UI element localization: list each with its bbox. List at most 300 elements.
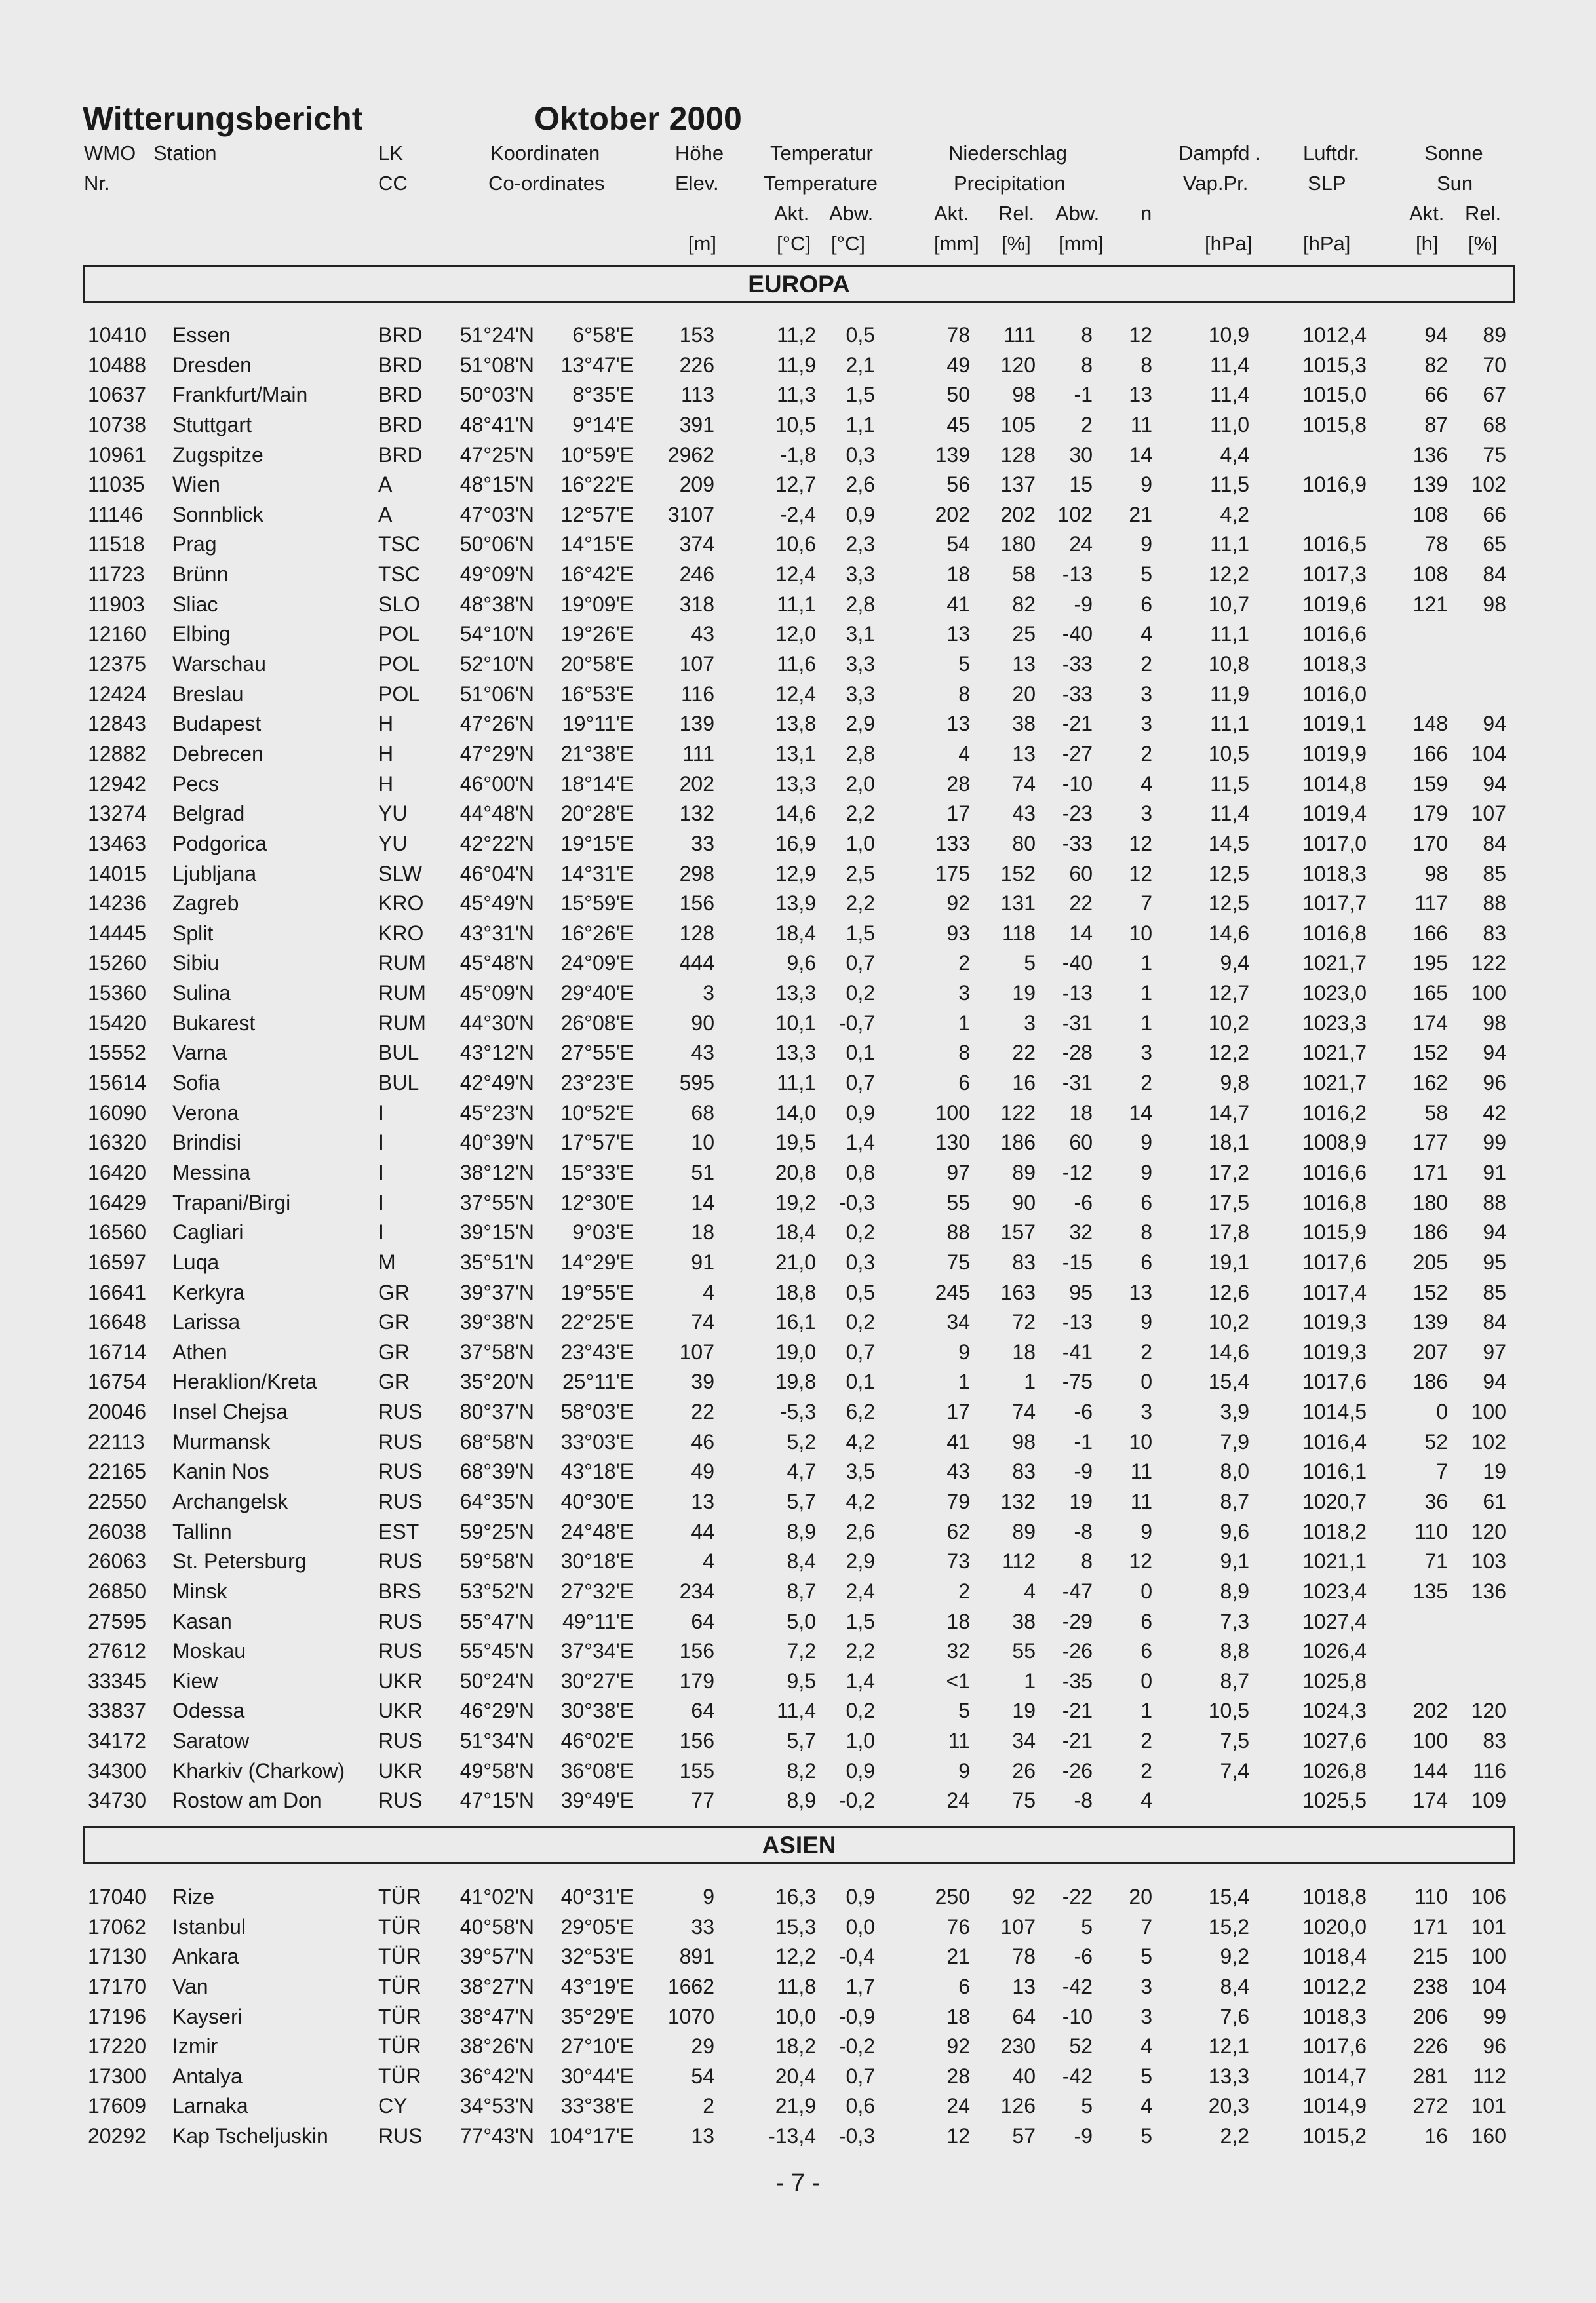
cell-sea-level-press: 1017,0 (1302, 831, 1367, 855)
cell-vapour-pressure: 14,5 (1208, 831, 1249, 855)
cell-country-code: POL (378, 682, 421, 706)
cell-prec-days: 9 (1140, 1160, 1152, 1184)
cell-sun-rel: 120 (1471, 1699, 1506, 1723)
cell-prec-abw: -13 (1062, 1310, 1093, 1334)
cell-sun-rel: 68 (1483, 412, 1506, 436)
cell-station-name: Elbing (172, 622, 231, 646)
cell-prec-abw: -28 (1062, 1041, 1093, 1065)
cell-sun-rel: 96 (1483, 1071, 1506, 1095)
cell-temp-akt: 7,2 (787, 1639, 816, 1663)
cell-temp-abw: 6,2 (846, 1400, 875, 1424)
cell-sun-rel: 42 (1483, 1100, 1506, 1125)
cell-prec-days: 5 (1140, 2064, 1152, 2088)
cell-vapour-pressure: 13,3 (1208, 2064, 1249, 2088)
cell-longitude: 14°29'E (560, 1250, 634, 1274)
cell-sun-hours: 179 (1412, 802, 1448, 826)
cell-sun-rel: 94 (1483, 771, 1506, 796)
cell-temp-abw: 2,0 (846, 771, 875, 796)
cell-sea-level-press: 1019,6 (1302, 592, 1367, 616)
table-row (0, 2032, 1596, 2062)
cell-longitude: 35°29'E (560, 2004, 634, 2028)
cell-longitude: 29°05'E (560, 1914, 634, 1939)
cell-prec-days: 8 (1140, 353, 1152, 377)
cell-prec-rel: 72 (1012, 1310, 1036, 1334)
cell-temp-akt: 8,9 (787, 1789, 816, 1813)
cell-latitude: 35°51'N (459, 1250, 534, 1274)
cell-prec-akt: 250 (935, 1885, 970, 1908)
cell-sun-hours: 58 (1424, 1100, 1448, 1125)
table-row (0, 948, 1596, 978)
cell-prec-days: 7 (1140, 1914, 1152, 1939)
cell-vapour-pressure: 11,4 (1210, 353, 1249, 377)
table-row (0, 1882, 1596, 1912)
cell-station-name: Luqa (172, 1250, 220, 1274)
cell-sun-rel: 85 (1483, 861, 1506, 885)
cell-station-name: Tallinn (172, 1519, 232, 1543)
cell-wmo-nr: 34300 (88, 1758, 146, 1783)
cell-latitude: 36°42'N (459, 2064, 534, 2088)
cell-country-code: POL (378, 622, 421, 646)
cell-sea-level-press: 1018,8 (1302, 1885, 1367, 1908)
cell-vapour-pressure: 12,7 (1208, 981, 1249, 1005)
cell-wmo-nr: 11903 (88, 592, 145, 616)
cell-sun-hours: 117 (1414, 891, 1448, 916)
cell-prec-abw: 60 (1069, 1131, 1093, 1155)
cell-temp-akt: 10,1 (775, 1011, 816, 1035)
cell-prec-rel: 90 (1012, 1190, 1036, 1214)
cell-prec-akt: 21 (946, 1945, 970, 1969)
cell-country-code: A (378, 473, 393, 497)
cell-wmo-nr: 34730 (88, 1789, 146, 1813)
cell-prec-rel: 13 (1012, 652, 1036, 676)
cell-prec-akt: 45 (946, 412, 970, 436)
cell-temp-abw: 3,3 (846, 682, 875, 706)
cell-country-code: TÜR (378, 2004, 421, 2028)
cell-station-name: Kap Tscheljuskin (172, 2124, 328, 2148)
cell-sea-level-press: 1015,3 (1302, 353, 1367, 377)
hdr-prec-abw: Abw. (1055, 202, 1100, 225)
cell-prec-rel: 20 (1012, 682, 1036, 706)
cell-sun-hours: 7 (1436, 1460, 1448, 1484)
cell-temp-akt: 12,2 (775, 1945, 816, 1969)
cell-prec-days: 3 (1140, 1974, 1152, 1998)
cell-prec-rel: 19 (1012, 1699, 1036, 1723)
cell-prec-akt: 55 (946, 1190, 970, 1214)
cell-sea-level-press: 1014,9 (1302, 2094, 1367, 2118)
cell-sun-hours: 186 (1412, 1220, 1448, 1245)
cell-prec-days: 8 (1140, 1220, 1152, 1245)
cell-sun-hours: 170 (1412, 831, 1448, 855)
cell-elevation: 68 (691, 1100, 714, 1125)
cell-wmo-nr: 17170 (88, 1974, 146, 1998)
cell-prec-rel: 55 (1012, 1639, 1036, 1663)
cell-prec-akt: 79 (946, 1489, 970, 1513)
hdr-coordinates: Co-ordinates (488, 172, 605, 195)
cell-sun-hours: 195 (1412, 951, 1448, 975)
cell-longitude: 104°17'E (549, 2124, 634, 2148)
cell-prec-akt: 41 (946, 592, 970, 616)
cell-vapour-pressure: 9,4 (1220, 951, 1249, 975)
cell-prec-days: 6 (1140, 1609, 1152, 1633)
cell-longitude: 12°57'E (560, 502, 634, 526)
cell-sea-level-press: 1021,1 (1302, 1549, 1367, 1574)
cell-prec-days: 14 (1129, 1100, 1152, 1125)
cell-country-code: RUS (378, 1789, 423, 1813)
table-row (0, 560, 1596, 590)
cell-station-name: Pecs (172, 771, 220, 796)
cell-wmo-nr: 15614 (88, 1071, 146, 1095)
cell-vapour-pressure: 14,6 (1208, 921, 1249, 945)
cell-vapour-pressure: 17,5 (1208, 1190, 1249, 1214)
cell-station-name: Frankfurt/Main (172, 383, 308, 407)
cell-elevation: 111 (682, 741, 714, 765)
cell-temp-akt: -5,3 (779, 1400, 816, 1424)
cell-station-name: Antalya (172, 2064, 243, 2088)
table-row (0, 1427, 1596, 1458)
cell-longitude: 17°57'E (560, 1131, 634, 1155)
cell-prec-rel: 64 (1012, 2004, 1036, 2028)
report-month: Oktober 2000 (534, 100, 742, 137)
cell-prec-akt: 3 (958, 981, 970, 1005)
cell-sea-level-press: 1027,6 (1302, 1729, 1367, 1753)
cell-sun-rel: 83 (1483, 1729, 1506, 1753)
cell-country-code: BUL (378, 1071, 419, 1095)
cell-country-code: UKR (378, 1669, 423, 1693)
cell-vapour-pressure: 2,2 (1220, 2124, 1249, 2148)
cell-country-code: YU (378, 831, 408, 855)
cell-wmo-nr: 11146 (88, 502, 144, 526)
cell-temp-abw: 0,5 (846, 1280, 875, 1304)
cell-temp-akt: 12,7 (775, 473, 816, 497)
table-row (0, 1128, 1596, 1158)
cell-elevation: 116 (680, 682, 714, 706)
cell-longitude: 19°11'E (562, 712, 634, 736)
cell-prec-days: 4 (1140, 2094, 1152, 2118)
cell-vapour-pressure: 12,1 (1208, 2034, 1249, 2059)
cell-longitude: 13°47'E (560, 353, 634, 377)
cell-country-code: RUM (378, 1011, 426, 1035)
cell-prec-rel: 112 (1002, 1549, 1036, 1574)
cell-prec-akt: 12 (946, 2124, 970, 2148)
cell-prec-abw: 15 (1069, 473, 1093, 497)
hdr-luftdruck: Luftdr. (1303, 142, 1360, 164)
cell-prec-days: 12 (1129, 1549, 1152, 1574)
cell-prec-akt: 62 (946, 1519, 970, 1543)
cell-temp-abw: 0,7 (846, 1071, 875, 1095)
section-title: EUROPA (748, 271, 850, 298)
cell-wmo-nr: 12375 (88, 652, 146, 676)
cell-station-name: Cagliari (172, 1220, 244, 1245)
cell-temp-abw: 0,9 (846, 1885, 875, 1908)
cell-wmo-nr: 10637 (88, 383, 146, 407)
cell-prec-akt: 1 (958, 1011, 970, 1035)
cell-temp-abw: 0,1 (846, 1370, 875, 1394)
cell-latitude: 43°31'N (459, 921, 534, 945)
table-row (0, 500, 1596, 530)
table-row (0, 440, 1596, 471)
hdr-temperature: Temperature (764, 172, 878, 195)
cell-prec-rel: 186 (1000, 1131, 1036, 1155)
cell-temp-abw: 2,8 (846, 741, 875, 765)
cell-sea-level-press: 1015,9 (1302, 1220, 1367, 1245)
cell-temp-akt: 12,4 (775, 562, 816, 587)
cell-longitude: 14°31'E (560, 861, 634, 885)
cell-country-code: RUS (378, 1549, 423, 1574)
cell-vapour-pressure: 10,8 (1208, 652, 1249, 676)
cell-sun-hours: 215 (1412, 1945, 1448, 1969)
cell-country-code: I (378, 1220, 384, 1245)
cell-prec-akt: 9 (958, 1340, 970, 1364)
cell-sun-rel: 106 (1471, 1885, 1506, 1908)
table-row (0, 1248, 1596, 1278)
cell-station-name: Brindisi (172, 1131, 241, 1155)
cell-temp-abw: 2,1 (846, 353, 875, 377)
cell-wmo-nr: 14445 (88, 921, 146, 945)
cell-elevation: 107 (679, 1340, 714, 1364)
table-row (0, 799, 1596, 829)
table-row (0, 470, 1596, 500)
cell-country-code: GR (378, 1340, 410, 1364)
cell-sun-hours: 226 (1412, 2034, 1448, 2059)
cell-prec-days: 5 (1140, 1945, 1152, 1969)
cell-prec-akt: 93 (946, 921, 970, 945)
cell-latitude: 42°49'N (459, 1071, 534, 1095)
cell-vapour-pressure: 19,1 (1208, 1250, 1249, 1274)
station-table-europa (0, 320, 1596, 1816)
table-row (0, 1098, 1596, 1129)
table-row (0, 1068, 1596, 1098)
cell-prec-akt: 78 (946, 323, 970, 347)
cell-sun-hours: 108 (1412, 562, 1448, 587)
cell-sun-hours: 87 (1424, 412, 1448, 436)
cell-station-name: Bukarest (172, 1011, 256, 1035)
hdr-wmo: WMO (84, 142, 136, 164)
cell-latitude: 55°45'N (459, 1639, 534, 1663)
cell-sun-rel: 84 (1483, 831, 1506, 855)
cell-prec-akt: 41 (946, 1429, 970, 1454)
cell-temp-abw: 2,2 (846, 1639, 875, 1663)
cell-elevation: 179 (679, 1669, 714, 1693)
cell-wmo-nr: 14015 (88, 861, 146, 885)
cell-prec-days: 4 (1140, 771, 1152, 796)
cell-country-code: RUS (378, 1489, 423, 1513)
cell-sun-hours: 16 (1424, 2124, 1448, 2148)
cell-prec-days: 12 (1129, 323, 1152, 347)
table-row (0, 889, 1596, 919)
cell-country-code: BRD (378, 353, 423, 377)
cell-prec-abw: -26 (1062, 1639, 1093, 1663)
cell-latitude: 39°15'N (459, 1220, 534, 1245)
cell-longitude: 26°08'E (560, 1011, 634, 1035)
cell-longitude: 20°28'E (560, 802, 634, 826)
cell-wmo-nr: 13463 (88, 831, 146, 855)
section-header-asien (83, 1826, 1515, 1864)
cell-prec-abw: -21 (1062, 1699, 1093, 1723)
cell-country-code: M (378, 1250, 396, 1274)
table-row (0, 1188, 1596, 1218)
cell-prec-akt: 17 (946, 1400, 970, 1424)
cell-temp-abw: -0,3 (838, 2124, 875, 2148)
cell-station-name: Wien (172, 473, 220, 497)
cell-sea-level-press: 1019,4 (1302, 802, 1367, 826)
cell-vapour-pressure: 11,5 (1210, 473, 1249, 497)
hdr-station: Station (153, 142, 217, 164)
station-table-asien (0, 1882, 1596, 2152)
table-row (0, 590, 1596, 620)
hdr-unit-h: [h] (1416, 232, 1439, 255)
cell-sun-rel: 99 (1483, 1131, 1506, 1155)
cell-temp-akt: 18,4 (775, 921, 816, 945)
cell-prec-rel: 57 (1012, 2124, 1036, 2148)
cell-longitude: 20°58'E (560, 652, 634, 676)
cell-prec-abw: -6 (1074, 1190, 1093, 1214)
cell-sea-level-press: 1016,8 (1302, 921, 1367, 945)
cell-vapour-pressure: 15,4 (1208, 1370, 1249, 1394)
cell-latitude: 51°06'N (459, 682, 534, 706)
cell-elevation: 3107 (667, 502, 714, 526)
cell-prec-abw: 102 (1057, 502, 1093, 526)
cell-sun-hours: 186 (1412, 1370, 1448, 1394)
cell-sun-rel: 96 (1483, 2034, 1506, 2059)
cell-prec-rel: 152 (1000, 861, 1036, 885)
cell-elevation: 1070 (667, 2004, 714, 2028)
cell-prec-rel: 58 (1012, 562, 1036, 587)
cell-temp-akt: 12,9 (775, 861, 816, 885)
hdr-slp: SLP (1308, 172, 1346, 195)
cell-station-name: Kasan (172, 1609, 232, 1633)
cell-prec-abw: -6 (1074, 1400, 1093, 1424)
cell-prec-akt: 50 (946, 383, 970, 407)
cell-vapour-pressure: 7,4 (1220, 1758, 1249, 1783)
cell-latitude: 68°39'N (459, 1460, 534, 1484)
cell-prec-abw: 8 (1081, 323, 1093, 347)
cell-temp-abw: 0,9 (846, 1758, 875, 1783)
cell-country-code: RUS (378, 1400, 423, 1424)
cell-elevation: 2 (703, 2094, 714, 2118)
cell-prec-akt: 5 (958, 652, 970, 676)
cell-sun-hours: 0 (1436, 1400, 1448, 1424)
cell-prec-rel: 105 (1000, 412, 1036, 436)
cell-sea-level-press: 1016,2 (1302, 1100, 1367, 1125)
cell-station-name: Stuttgart (172, 412, 252, 436)
cell-prec-abw: -21 (1062, 1729, 1093, 1753)
cell-station-name: Split (172, 921, 214, 945)
cell-wmo-nr: 13274 (88, 802, 146, 826)
table-row (0, 1278, 1596, 1308)
cell-prec-rel: 111 (1003, 323, 1036, 347)
cell-country-code: BUL (378, 1041, 419, 1065)
cell-station-name: Brünn (172, 562, 229, 587)
cell-elevation: 156 (679, 1729, 714, 1753)
cell-sun-rel: 67 (1483, 383, 1506, 407)
cell-sea-level-press: 1019,3 (1302, 1340, 1367, 1364)
cell-sea-level-press: 1017,6 (1302, 2034, 1367, 2059)
cell-prec-days: 12 (1129, 861, 1152, 885)
cell-prec-akt: 9 (958, 1758, 970, 1783)
cell-temp-abw: 0,3 (846, 442, 875, 467)
cell-elevation: 4 (703, 1549, 714, 1574)
cell-prec-abw: -33 (1062, 682, 1093, 706)
cell-temp-abw: 0,5 (846, 323, 875, 347)
cell-elevation: 153 (679, 323, 714, 347)
cell-sun-rel: 101 (1471, 1914, 1506, 1939)
cell-prec-akt: 133 (935, 831, 970, 855)
cell-sun-hours: 136 (1412, 442, 1448, 467)
cell-sea-level-press: 1016,6 (1302, 1160, 1367, 1184)
cell-sun-rel: 61 (1483, 1489, 1506, 1513)
cell-longitude: 58°03'E (560, 1400, 634, 1424)
cell-vapour-pressure: 8,0 (1220, 1460, 1249, 1484)
cell-temp-abw: 3,1 (846, 622, 875, 646)
cell-country-code: H (378, 712, 394, 736)
cell-sun-hours: 162 (1412, 1071, 1448, 1095)
cell-prec-abw: -9 (1074, 592, 1093, 616)
cell-temp-akt: 14,6 (775, 802, 816, 826)
hdr-unit-hpa-slp: [hPa] (1303, 232, 1351, 255)
cell-temp-abw: 1,4 (846, 1131, 875, 1155)
cell-country-code: YU (378, 802, 408, 826)
cell-temp-abw: 1,5 (846, 921, 875, 945)
cell-prec-rel: 5 (1024, 951, 1036, 975)
cell-latitude: 50°03'N (459, 383, 534, 407)
cell-temp-akt: 8,2 (787, 1758, 816, 1783)
cell-latitude: 51°34'N (459, 1729, 534, 1753)
cell-sun-rel: 98 (1483, 592, 1506, 616)
table-row (0, 680, 1596, 710)
table-row (0, 1912, 1596, 1943)
cell-prec-akt: 18 (946, 2004, 970, 2028)
table-row (0, 1696, 1596, 1726)
cell-country-code: TÜR (378, 2064, 421, 2088)
cell-sun-rel: 97 (1483, 1340, 1506, 1364)
hdr-temp-abw: Abw. (829, 202, 874, 225)
cell-latitude: 45°23'N (459, 1100, 534, 1125)
cell-prec-abw: -47 (1062, 1579, 1093, 1603)
cell-country-code: KRO (378, 891, 424, 916)
cell-sun-rel: 94 (1483, 1370, 1506, 1394)
cell-sea-level-press: 1017,4 (1302, 1280, 1367, 1304)
cell-sun-hours: 144 (1412, 1758, 1448, 1783)
table-row (0, 829, 1596, 859)
cell-temp-abw: 4,2 (846, 1489, 875, 1513)
cell-longitude: 40°31'E (560, 1885, 634, 1908)
cell-sun-hours: 272 (1412, 2094, 1448, 2118)
cell-prec-days: 7 (1140, 891, 1152, 916)
cell-temp-abw: 2,9 (846, 712, 875, 736)
cell-vapour-pressure: 11,5 (1210, 771, 1249, 796)
cell-temp-abw: -0,9 (838, 2004, 875, 2028)
cell-temp-abw: 2,2 (846, 802, 875, 826)
cell-latitude: 40°58'N (459, 1914, 534, 1939)
cell-station-name: Budapest (172, 712, 262, 736)
cell-wmo-nr: 16560 (88, 1220, 146, 1245)
cell-elevation: 14 (691, 1190, 714, 1214)
cell-temp-abw: 0,2 (846, 1699, 875, 1723)
cell-latitude: 39°37'N (459, 1280, 534, 1304)
cell-prec-akt: 76 (946, 1914, 970, 1939)
cell-wmo-nr: 16597 (88, 1250, 146, 1274)
cell-wmo-nr: 20046 (88, 1400, 146, 1424)
cell-country-code: UKR (378, 1699, 423, 1723)
cell-temp-abw: -0,7 (838, 1011, 875, 1035)
cell-prec-rel: 230 (1000, 2034, 1036, 2059)
cell-latitude: 52°10'N (459, 652, 534, 676)
table-row (0, 739, 1596, 769)
hdr-sun: Sun (1437, 172, 1473, 195)
cell-prec-akt: 8 (958, 1041, 970, 1065)
cell-longitude: 18°14'E (560, 771, 634, 796)
cell-vapour-pressure: 11,1 (1210, 622, 1249, 646)
